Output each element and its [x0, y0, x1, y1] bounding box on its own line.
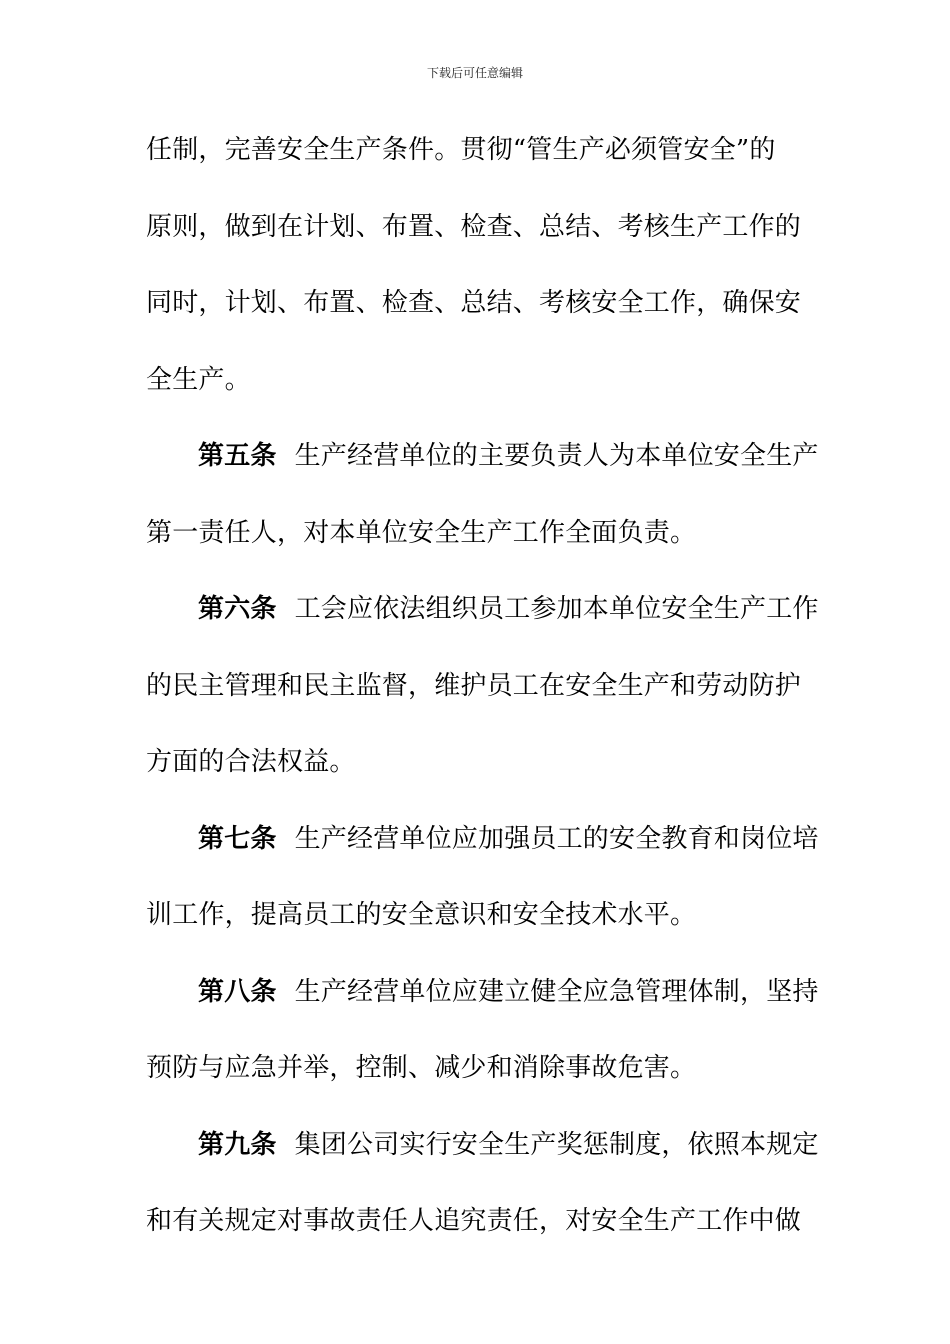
article-6-line — [146, 587, 819, 664]
text-line: 预防与应急并举，控制、减少和消除事故危害。 — [146, 1053, 697, 1083]
text-line: 的民主管理和民主监督，维护员工在安全生产和劳动防护 — [146, 670, 802, 701]
text-line: 训工作，提高员工的安全意识和安全技术水平。 — [146, 900, 697, 930]
article-5-label: 第五条 — [198, 441, 277, 471]
article-7-text: 生产经营单位应加强员工的安全教育和岗位培 — [294, 823, 819, 854]
text-line: 任制，完善安全生产条件。贯彻“管生产必须管安全”的 — [146, 135, 776, 165]
document-body — [146, 128, 819, 1276]
article-7-label: 第七条 — [198, 823, 277, 854]
article-6-text: 工会应依法组织员工参加本单位安全生产工作 — [294, 594, 819, 624]
article-5-text: 生产经营单位的主要负责人为本单位安全生产 — [294, 441, 819, 471]
article-9-text: 集团公司实行安全生产奖惩制度，依照本规定 — [294, 1129, 819, 1160]
article-6-label: 第六条 — [198, 594, 277, 624]
page-header: 下载后可任意编辑 — [426, 66, 523, 80]
article-8-text: 生产经营单位应建立健全应急管理体制，坚持 — [294, 976, 819, 1007]
text-line: 原则，做到在计划、布置、检查、总结、考核生产工作的 — [146, 211, 802, 242]
article-5-line — [146, 434, 819, 511]
article-9-label: 第九条 — [198, 1129, 277, 1160]
article-8-label: 第八条 — [198, 976, 277, 1007]
text-line: 方面的合法权益。 — [146, 747, 356, 777]
text-line: 和有关规定对事故责任人追究责任，对安全生产工作中做 — [146, 1206, 802, 1236]
text-line: 同时，计划、布置、检查、总结、考核安全工作，确保安 — [146, 288, 802, 318]
article-7-line — [146, 817, 819, 894]
text-line: 第一责任人，对本单位安全生产工作全面负责。 — [146, 517, 697, 548]
text-line: 全生产。 — [146, 364, 251, 395]
article-8-line — [146, 970, 819, 1047]
article-9-line — [146, 1123, 819, 1200]
